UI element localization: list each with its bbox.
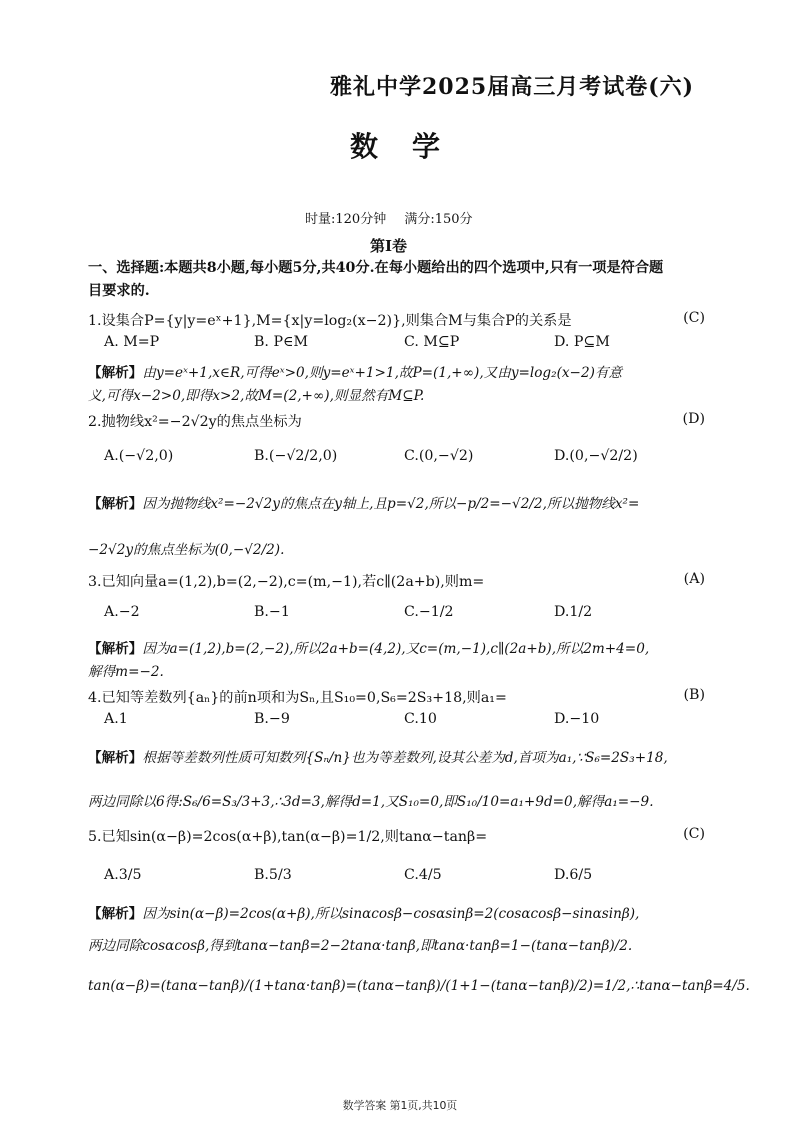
q1-option-d: D. P⊆M <box>554 334 610 350</box>
question-1-answer: (C) <box>683 310 705 326</box>
q3-solution-line: 解得m=−2. <box>88 664 164 680</box>
page-footer: 数学答案 第1页,共10页 <box>342 1099 458 1112</box>
q1-solution-label: 【解析】 <box>88 365 143 381</box>
q4-option-d: D.−10 <box>554 711 600 727</box>
question-4-stem: 4.已知等差数列{aₙ}的前n项和为Sₙ,且S₁₀=0,S₆=2S₃+18,则a₁= <box>88 690 507 706</box>
q5-option-b: B.5/3 <box>254 867 292 883</box>
question-3-stem: 3.已知向量a=(1,2),b=(2,−2),c=(m,−1),若c∥(2a+b),则m= <box>88 574 485 590</box>
question-5-stem: 5.已知sin(α−β)=2cos(α+β),tan(α−β)=1/2,则tanα−tanβ= <box>88 829 488 845</box>
q4-option-b: B.−9 <box>254 711 290 727</box>
section-heading-cont: 目要求的. <box>88 283 150 299</box>
q3-solution-line: 因为a=(1,2),b=(2,−2),所以2a+b=(4,2),又c=(m,−1),c∥(2a+b),所以2m+4=0, <box>142 641 650 657</box>
question-3-answer: (A) <box>683 571 705 587</box>
q4-solution-label: 【解析】 <box>88 750 143 766</box>
q5-option-d: D.6/5 <box>554 867 593 883</box>
q4-solution-line: 根据等差数列性质可知数列{Sₙ/n}也为等差数列,设其公差为d,首项为a₁,∵S₆=2S₃+18, <box>142 750 668 766</box>
q5-option-c: C.4/5 <box>404 867 442 883</box>
q4-option-c: C.10 <box>404 711 437 727</box>
question-4-answer: (B) <box>683 687 705 703</box>
q3-option-b: B.−1 <box>254 604 290 620</box>
q3-solution-label: 【解析】 <box>88 641 143 657</box>
q2-solution-label: 【解析】 <box>88 496 143 512</box>
q1-option-c: C. M⊆P <box>404 334 460 350</box>
q1-option-b: B. P∈M <box>254 334 309 350</box>
q2-solution-line: −2√2y的焦点坐标为(0,−√2/2). <box>88 542 285 558</box>
q4-option-a: A.1 <box>104 711 128 727</box>
q5-solution-line: tan(α−β)=(tanα−tanβ)/(1+tanα·tanβ)=(tanα−tanβ)/(1+1−(tanα−tanβ)/2)=1/2,∴tanα−tanβ=4/5. <box>88 978 750 994</box>
q5-solution-label: 【解析】 <box>88 906 143 922</box>
q2-solution-line: 因为抛物线x²=−2√2y的焦点在y轴上,且p=√2,所以−p/2=−√2/2,所以抛物线x²= <box>142 496 640 512</box>
q3-option-d: D.1/2 <box>554 604 593 620</box>
q2-option-a: A.(−√2,0) <box>104 448 174 464</box>
q2-option-b: B.(−√2/2,0) <box>254 448 338 464</box>
q5-option-a: A.3/5 <box>104 867 142 883</box>
q2-option-c: C.(0,−√2) <box>404 448 474 464</box>
q1-option-a: A. M=P <box>104 334 160 350</box>
q1-solution-line: 义,可得x−2>0,即得x>2,故M=(2,+∞),则显然有M⊆P. <box>88 388 425 404</box>
q3-option-c: C.−1/2 <box>404 604 454 620</box>
q5-solution-line: 两边同除cosαcosβ,得到tanα−tanβ=2−2tanα·tanβ,即tanα·tanβ=1−(tanα−tanβ)/2. <box>88 938 633 954</box>
section-heading: 一、选择题:本题共8小题,每小题5分,共40分.在每小题给出的四个选项中,只有一项是符合题 <box>88 260 664 276</box>
q5-solution-line: 因为sin(α−β)=2cos(α+β),所以sinαcosβ−cosαsinβ=2(cosαcosβ−sinαsinβ), <box>142 906 640 922</box>
subject-title: 数学 <box>350 130 475 163</box>
q2-option-d: D.(0,−√2/2) <box>554 448 638 464</box>
volume-label: 第Ⅰ卷 <box>370 237 408 255</box>
q4-solution-line: 两边同除以6得:S₆/6=S₃/3+3,∴3d=3,解得d=1,又S₁₀=0,即S₁₀/10=a₁+9d=0,解得a₁=−9. <box>88 794 654 810</box>
exam-title: 雅礼中学2025届高三月考试卷(六) <box>330 74 695 100</box>
question-2-answer: (D) <box>682 411 705 427</box>
question-5-answer: (C) <box>683 826 705 842</box>
exam-meta: 时量:120分钟 满分:150分 <box>305 212 473 227</box>
question-1-stem: 1.设集合P={y|y=eˣ+1},M={x|y=log₂(x−2)},则集合M与集合P的关系是 <box>88 313 572 329</box>
q3-option-a: A.−2 <box>104 604 140 620</box>
question-2-stem: 2.抛物线x²=−2√2y的焦点坐标为 <box>88 414 302 430</box>
q1-solution-line: 由y=eˣ+1,x∈R,可得eˣ>0,则y=eˣ+1>1,故P=(1,+∞),又由y=log₂(x−2)有意 <box>142 365 623 381</box>
